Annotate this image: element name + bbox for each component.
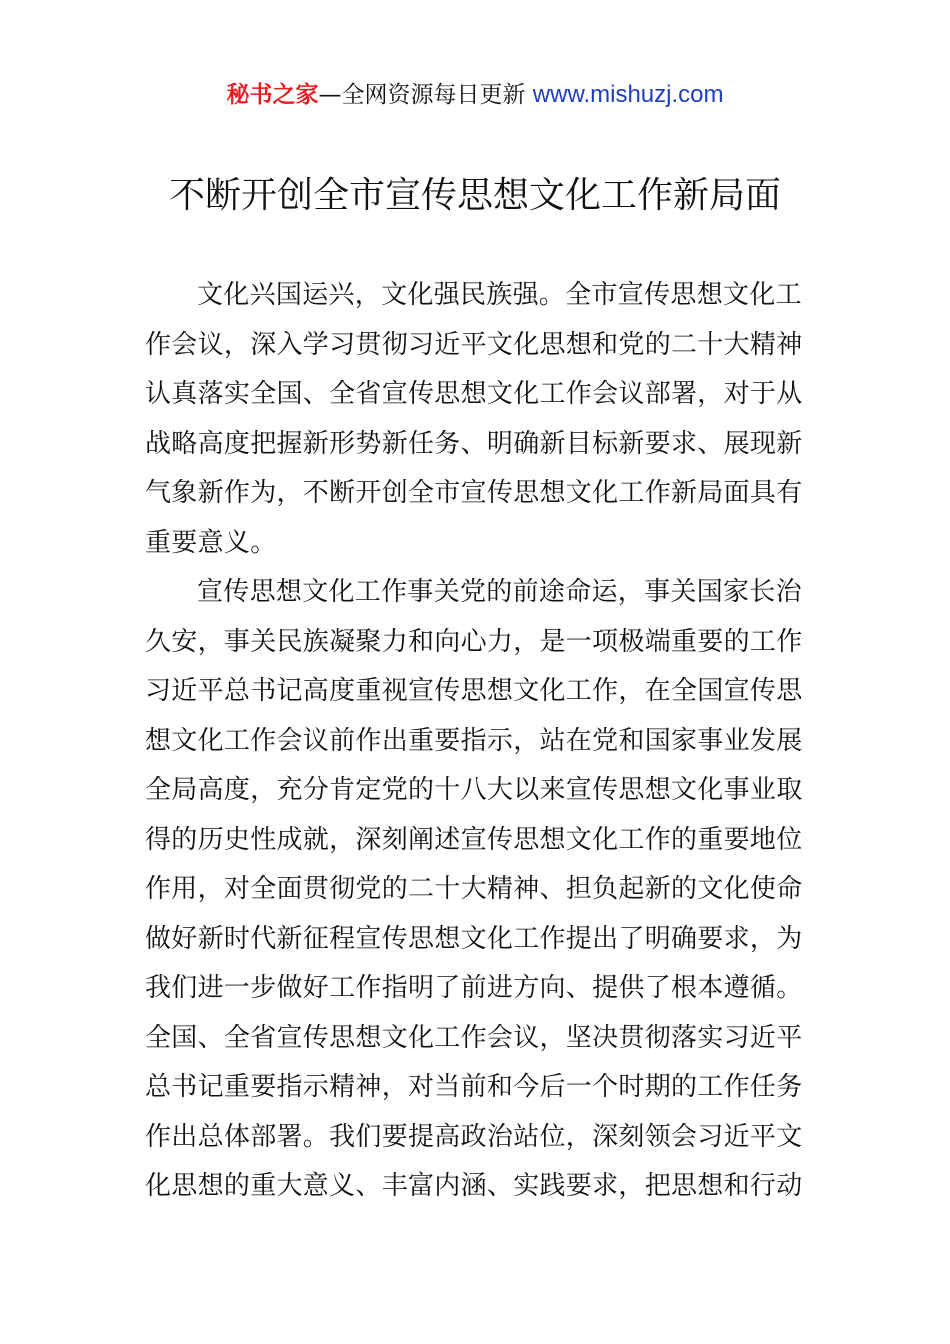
paragraph xyxy=(145,271,810,568)
paragraph-line: 宣传思想文化工作事关党的前途命运，事关国家长治 xyxy=(197,577,802,607)
site-brand: 秘书之家 xyxy=(226,82,319,108)
paragraph-line: 认真落实全国、全省宣传思想文化工作会议部署，对于从 xyxy=(145,379,803,409)
paragraph-line: 重要意义。 xyxy=(145,527,277,558)
paragraph-line: 化思想的重大意义、丰富内涵、实践要求，把思想和行动 xyxy=(145,1171,803,1201)
paragraph-line: 得的历史性成就，深刻阐述宣传思想文化工作的重要地位 xyxy=(145,824,803,855)
paragraph-line: 战略高度把握新形势新任务、明确新目标新要求、展现新 xyxy=(145,428,803,459)
paragraph-line: 文化兴国运兴，文化强民族强。全市宣传思想文化工 xyxy=(197,280,802,310)
document-body xyxy=(145,271,810,1212)
paragraph-line: 作用，对全面贯彻党的二十大精神、担负起新的文化使命 xyxy=(145,874,803,904)
site-url-link[interactable]: www.mishuzj.com xyxy=(532,81,724,108)
document-title: 不断开创全市宣传思想文化工作新局面 xyxy=(168,175,781,216)
site-header xyxy=(0,78,950,112)
paragraph-line: 气象新作为，不断开创全市宣传思想文化工作新局面具有 xyxy=(145,478,803,508)
paragraph-line: 我们进一步做好工作指明了前进方向、提供了根本遵循。 xyxy=(145,973,803,1003)
paragraph-line: 总书记重要指示精神，对当前和今后一个时期的工作任务 xyxy=(145,1072,803,1102)
site-tagline: —全网资源每日更新 xyxy=(318,82,526,108)
paragraph xyxy=(145,568,810,1212)
paragraph-line: 全局高度，充分肯定党的十八大以来宣传思想文化事业取 xyxy=(145,775,803,805)
paragraph-line: 全国、全省宣传思想文化工作会议，坚决贯彻落实习近平 xyxy=(145,1022,803,1053)
paragraph-line: 想文化工作会议前作出重要指示，站在党和国家事业发展 xyxy=(145,725,803,756)
paragraph-line: 做好新时代新征程宣传思想文化工作提出了明确要求，为 xyxy=(145,923,803,954)
paragraph-line: 作出总体部署。我们要提高政治站位，深刻领会习近平文 xyxy=(145,1121,803,1152)
paragraph-line: 作会议，深入学习贯彻习近平文化思想和党的二十大精神 xyxy=(145,329,803,360)
paragraph-line: 习近平总书记高度重视宣传思想文化工作，在全国宣传思 xyxy=(145,676,803,706)
paragraph-line: 久安，事关民族凝聚力和向心力，是一项极端重要的工作 xyxy=(145,626,803,657)
